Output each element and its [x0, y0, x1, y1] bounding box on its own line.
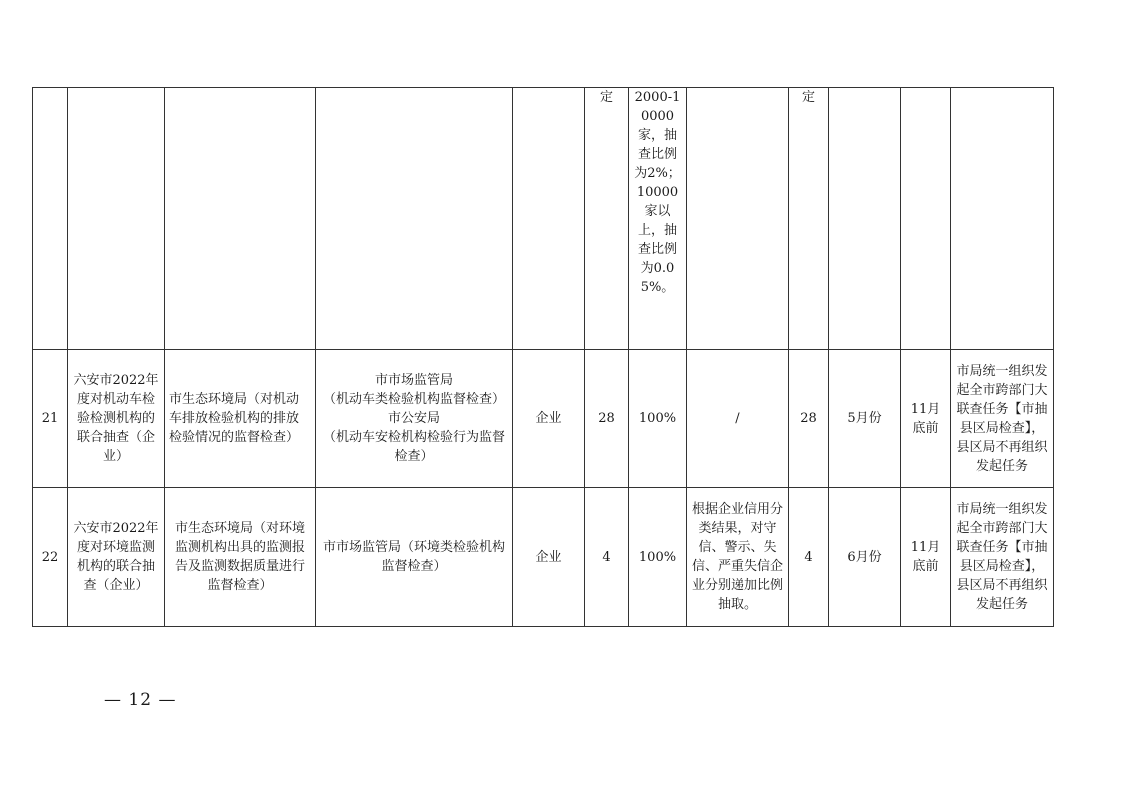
cell-partners [316, 350, 513, 488]
cell-end-time [901, 88, 951, 350]
cell-start-time [829, 88, 901, 350]
page-number [104, 690, 176, 710]
cell-object-type [513, 88, 585, 350]
cell-remark [951, 88, 1054, 350]
cell-ratio-text: 2000-10000家，抽查比例为2%；10000家以上，抽查比例为0.05%。 [629, 88, 687, 350]
cell-method: 定 [585, 88, 629, 350]
cell-ratio: 100% [629, 350, 687, 488]
cell-object-count: 28 [585, 350, 629, 488]
cell-no: 21 [33, 350, 68, 488]
cell-object-count: 4 [585, 488, 629, 627]
cell-count-method: 定 [789, 88, 829, 350]
cell-partners [316, 88, 513, 350]
cell-object-type: 企业 [513, 350, 585, 488]
page-number-dash-left: — [104, 690, 122, 710]
cell-initiator: 市生态环境局（对机动车排放检验机构的排放检验情况的监督检查） [165, 350, 316, 488]
page-number-value: 12 [128, 690, 153, 710]
cell-rule: / [687, 350, 789, 488]
partner-line: 市市场监管局 [374, 373, 453, 388]
cell-no: 22 [33, 488, 68, 627]
cell-remark: 市局统一组织发起全市跨部门大联查任务【市抽县区局检查】，县区局不再组织发起任务 [951, 488, 1054, 627]
cell-rule: 根据企业信用分类结果，对守信、警示、失信、严重失信企业分别递加比例抽取。 [687, 488, 789, 627]
cell-end-time: 11月底前 [901, 488, 951, 627]
table-row [33, 350, 1054, 488]
table-row-continuation [33, 88, 1054, 350]
page-number-dash-right: — [158, 690, 177, 710]
partner-line: 市公安局 [387, 411, 440, 426]
partner-line: （机动车类检验机构监督检查） [322, 392, 505, 407]
cell-rule [687, 88, 789, 350]
cell-initiator [165, 88, 316, 350]
cell-task [68, 88, 165, 350]
cell-task: 六安市2022年度对环境监测机构的联合抽查（企业） [68, 488, 165, 627]
cell-initiator: 市生态环境局（对环境监测机构出具的监测报告及监测数据质量进行监督检查） [165, 488, 316, 627]
cell-task: 六安市2022年度对机动车检验检测机构的联合抽查（企业） [68, 350, 165, 488]
cell-object-type: 企业 [513, 488, 585, 627]
cell-remark: 市局统一组织发起全市跨部门大联查任务【市抽县区局检查】，县区局不再组织发起任务 [951, 350, 1054, 488]
partner-line: （机动车安检机构检验行为监督检查） [322, 430, 505, 464]
table-row [33, 488, 1054, 627]
cell-checked-count: 4 [789, 488, 829, 627]
cell-start-time: 5月份 [829, 350, 901, 488]
cell-partners: 市市场监管局（环境类检验机构监督检查） [316, 488, 513, 627]
cell-ratio: 100% [629, 488, 687, 627]
cell-no [33, 88, 68, 350]
cell-start-time: 6月份 [829, 488, 901, 627]
cell-end-time: 11月底前 [901, 350, 951, 488]
cell-checked-count: 28 [789, 350, 829, 488]
inspection-plan-table [32, 87, 1054, 627]
